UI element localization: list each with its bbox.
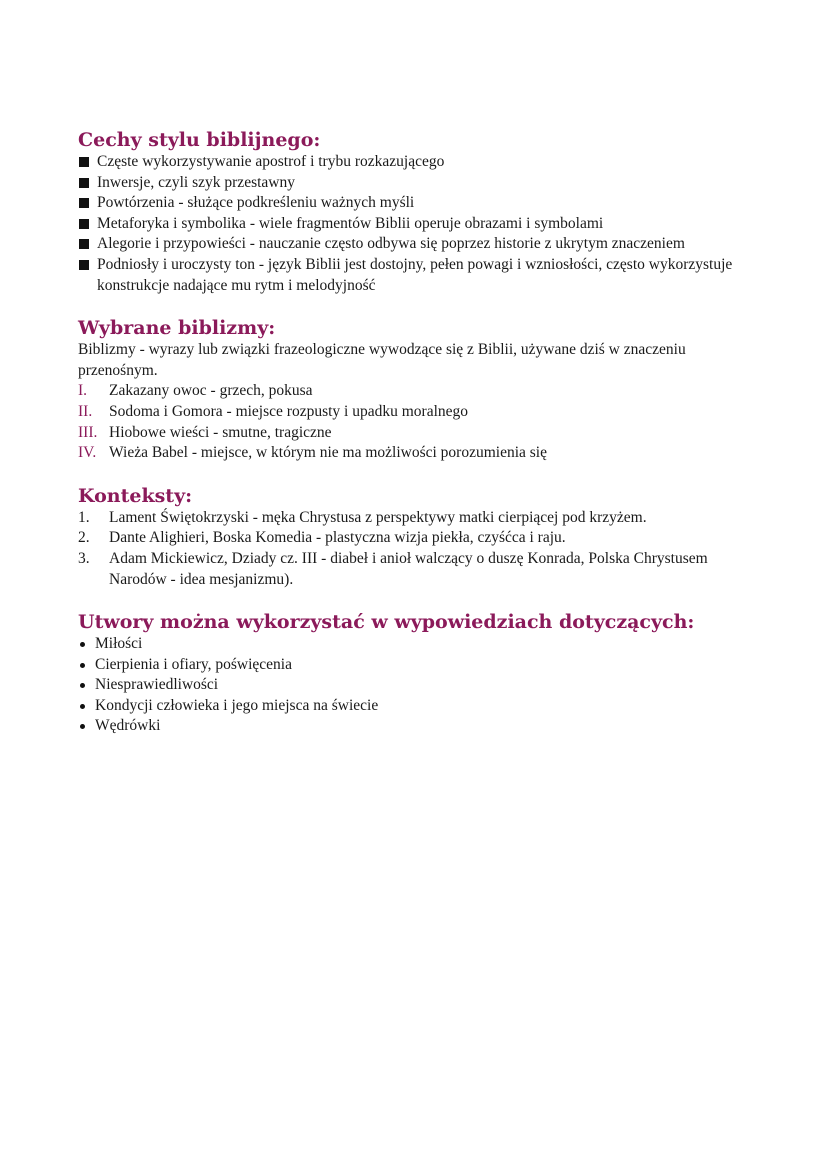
list-item: I. Zakazany owoc - grzech, pokusa: [78, 381, 758, 402]
list-item: Kondycji człowieka i jego miejsca na świecie: [78, 696, 758, 717]
roman-numeral: II.: [78, 402, 93, 420]
uses-list: [78, 634, 758, 737]
roman-numeral: III.: [78, 423, 98, 441]
features-list: [78, 152, 758, 296]
square-bullet-icon: [78, 152, 97, 173]
list-number: 3.: [78, 549, 90, 567]
list-item: 3. Adam Mickiewicz, Dziady cz. III - diabeł i anioł walczący o duszę Konrada, Polska Chrystusem Narodów - idea mesjanizmu).: [78, 549, 758, 590]
round-bullet-icon: [78, 716, 95, 737]
section-features: [78, 128, 758, 296]
square-bullet-icon: [78, 214, 97, 235]
list-number: 2.: [78, 529, 90, 547]
list-item: Alegorie i przypowieści - nauczanie często odbywa się poprzez historie z ukrytym znaczeniem: [78, 234, 758, 255]
contexts-heading: Konteksty:: [78, 484, 193, 507]
list-item: Miłości: [78, 634, 758, 655]
document-page: [78, 128, 758, 757]
list-number: 1.: [78, 508, 90, 526]
round-bullet-icon: [78, 634, 95, 655]
list-item: Niesprawiedliwości: [78, 675, 758, 696]
list-item: Powtórzenia - służące podkreśleniu ważnych myśli: [78, 193, 758, 214]
list-item: Podniosły i uroczysty ton - język Biblii jest dostojny, pełen powagi i wzniosłości, często wykorzystuje konstrukcje nadające mu rytm i melodyjność: [78, 255, 758, 296]
square-bullet-icon: [78, 173, 97, 194]
roman-numeral: I.: [78, 382, 88, 400]
biblicisms-list: [78, 381, 758, 463]
round-bullet-icon: [78, 675, 95, 696]
square-bullet-icon: [78, 255, 97, 296]
biblicisms-heading: Wybrane biblizmy:: [78, 317, 276, 340]
roman-numeral: IV.: [78, 444, 97, 462]
square-bullet-icon: [78, 193, 97, 214]
square-bullet-icon: [78, 234, 97, 255]
list-item: Metaforyka i symbolika - wiele fragmentów Biblii operuje obrazami i symbolami: [78, 214, 758, 235]
contexts-list: [78, 508, 758, 590]
section-contexts: [78, 484, 758, 590]
biblicisms-intro: Biblizmy - wyrazy lub związki frazeologiczne wywodzące się z Biblii, używane dziś w znaczeniu przenośnym.: [78, 341, 686, 379]
section-uses: [78, 610, 758, 737]
round-bullet-icon: [78, 696, 95, 717]
list-item: Inwersje, czyli szyk przestawny: [78, 173, 758, 194]
list-item: Cierpienia i ofiary, poświęcenia: [78, 655, 758, 676]
list-item: IV. Wieża Babel - miejsce, w którym nie ma możliwości porozumienia się: [78, 443, 758, 464]
list-item: Wędrówki: [78, 716, 758, 737]
list-item: 2. Dante Alighieri, Boska Komedia - plastyczna wizja piekła, czyśćca i raju.: [78, 528, 758, 549]
list-item: Częste wykorzystywanie apostrof i trybu rozkazującego: [78, 152, 758, 173]
uses-heading: Utwory można wykorzystać w wypowiedziach dotyczących:: [78, 611, 695, 634]
list-item: III. Hiobowe wieści - smutne, tragiczne: [78, 423, 758, 444]
section-biblicisms: [78, 316, 758, 464]
list-item: 1. Lament Świętokrzyski - męka Chrystusa z perspektywy matki cierpiącej pod krzyżem.: [78, 508, 758, 529]
list-item: II. Sodoma i Gomora - miejsce rozpusty i upadku moralnego: [78, 402, 758, 423]
features-heading: Cechy stylu biblijnego:: [78, 129, 321, 151]
round-bullet-icon: [78, 655, 95, 676]
